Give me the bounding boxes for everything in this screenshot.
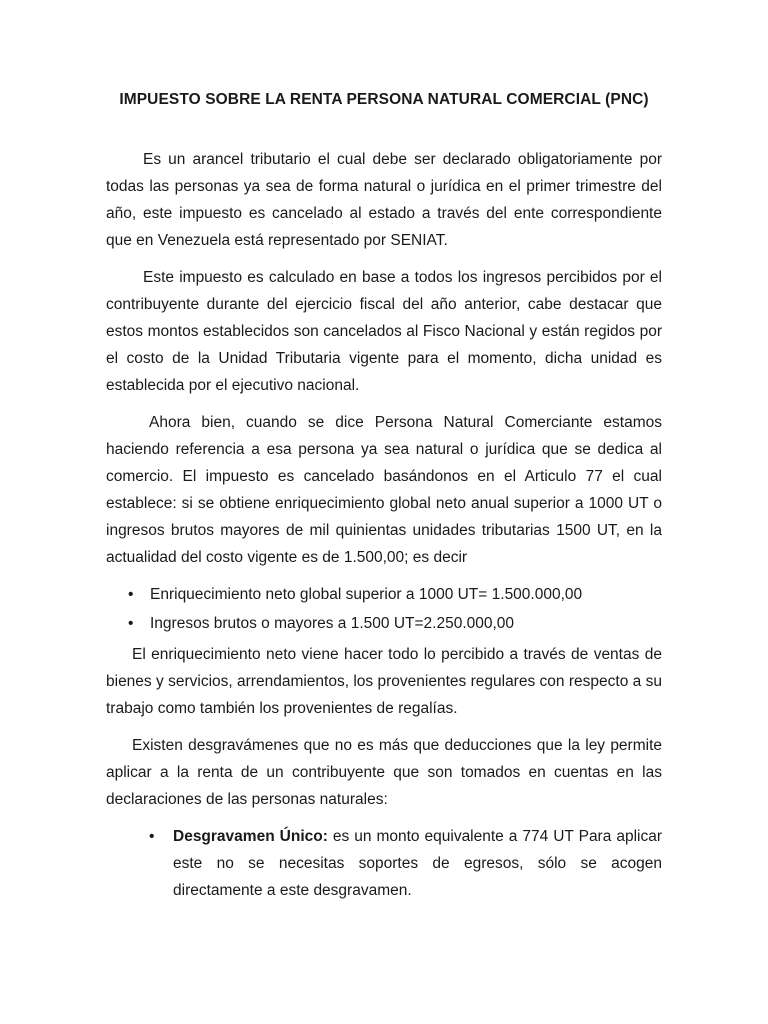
document-title: IMPUESTO SOBRE LA RENTA PERSONA NATURAL COMERCIAL (PNC) [119,91,649,108]
bullet-icon: • [128,586,134,603]
bullet-icon: • [149,828,155,845]
paragraph-1: Es un arancel tributario el cual debe ser declarado obligatoriamente por todas las personas ya sea de forma natural o jurídica en el primer trimestre del año, este impuesto es cancelado al estado a través del ente correspondiente que en Venezuela está representado por SENIAT. [106,151,662,249]
bullet-list-thresholds [106,581,662,637]
bullet-text: es un monto equivalente a 774 UT Para aplicar este no se necesitas soportes de egresos, sólo se acogen directamente a este desgravamen. [173,828,662,899]
list-item [106,823,662,904]
paragraph-4: El enriquecimiento neto viene hacer todo lo percibido a través de ventas de bienes y servicios, arrendamientos, los provenientes regulares con respecto a su trabajo como también los provenientes de regalías. [106,646,662,717]
list-item [106,610,662,637]
paragraph-3: Ahora bien, cuando se dice Persona Natural Comerciante estamos haciendo referencia a esa persona ya sea natural o jurídica que se dedica al comercio. El impuesto es cancelado basándonos en el Articulo 77 el cual establece: si se obtiene enriquecimiento global neto anual superior a 1000 UT o ingresos brutos mayores de mil quinientas unidades tributarias 1500 UT, en la actualidad del costo vigente es de 1.500,00; es decir [106,414,662,566]
bullet-text: Ingresos brutos o mayores a 1.500 UT=2.250.000,00 [150,615,515,632]
bullet-list-desgravamenes [106,823,662,904]
paragraph-2: Este impuesto es calculado en base a todos los ingresos percibidos por el contribuyente durante del ejercicio fiscal del año anterior, cabe destacar que estos montos establecidos son cancelados al Fisco Nacional y están regidos por el costo de la Unidad Tributaria vigente para el momento, dicha unidad es establecida por el ejecutivo nacional. [106,269,662,394]
bullet-text: Enriquecimiento neto global superior a 1000 UT= 1.500.000,00 [150,586,583,603]
list-item [106,581,662,608]
bullet-icon: • [128,615,134,632]
paragraph-5: Existen desgravámenes que no es más que deducciones que la ley permite aplicar a la renta de un contribuyente que son tomados en cuentas en las declaraciones de las personas naturales: [106,737,662,808]
document-body [106,146,662,908]
bullet-term: Desgravamen Único: [173,828,328,845]
